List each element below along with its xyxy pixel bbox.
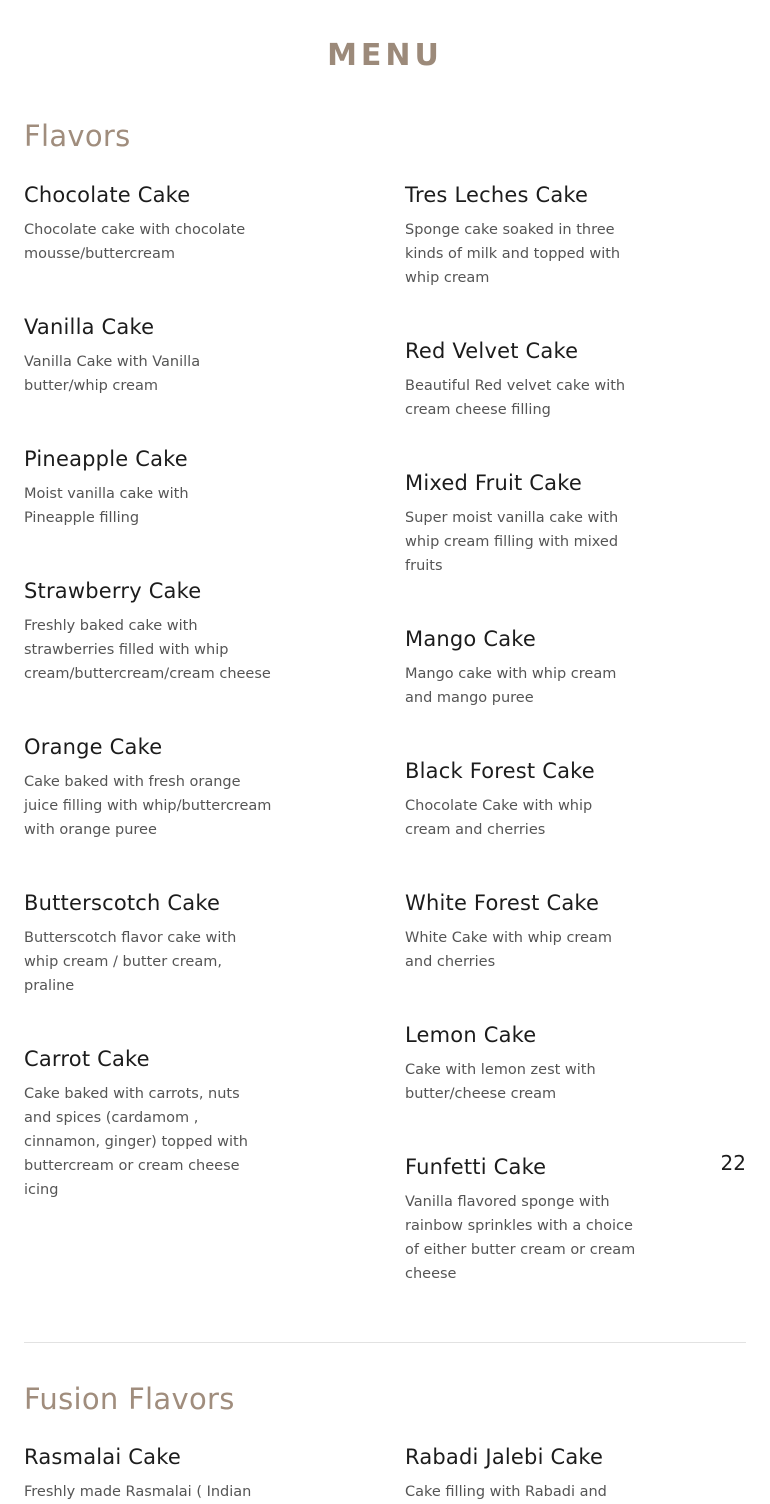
item-name: Orange Cake <box>24 735 163 759</box>
item-description: Butterscotch flavor cake with whip cream / butter cream, praline <box>24 930 237 994</box>
item-name: Chocolate Cake <box>24 183 191 207</box>
item-description: Mango cake with whip cream and mango puree <box>405 666 617 706</box>
menu-item-rasmalai-cake <box>24 1444 274 1504</box>
item-description: Freshly baked cake with strawberries filled with whip cream/buttercream/cream cheese <box>24 618 271 682</box>
item-description: Vanilla Cake with Vanilla butter/whip cream <box>24 354 201 394</box>
menu-item-rabadi-jalebi-cake <box>405 1444 655 1504</box>
item-description: Sponge cake soaked in three kinds of milk and topped with whip cream <box>405 222 621 286</box>
item-description: Chocolate Cake with whip cream and cherries <box>405 798 593 838</box>
menu-item-strawberry-cake <box>24 578 274 686</box>
item-description: Cake with lemon zest with butter/cheese cream <box>405 1062 596 1102</box>
section-divider <box>24 1342 746 1343</box>
item-name: White Forest Cake <box>405 891 600 915</box>
section-title-flavors: Flavors <box>24 119 131 153</box>
item-name: Rabadi Jalebi Cake <box>405 1445 604 1469</box>
item-description: Super moist vanilla cake with whip cream filling with mixed fruits <box>405 510 619 574</box>
section-title-fusion-flavors: Fusion Flavors <box>24 1382 235 1416</box>
menu-item-orange-cake <box>24 734 274 842</box>
menu-item-red-velvet-cake <box>405 338 655 422</box>
item-description: Chocolate cake with chocolate mousse/buttercream <box>24 222 246 262</box>
item-name: Mixed Fruit Cake <box>405 471 582 495</box>
page-number: 22 <box>720 1151 746 1175</box>
menu-item-carrot-cake <box>24 1046 274 1202</box>
item-description: Cake filling with Rabadi and <box>405 1484 607 1500</box>
menu-item-mixed-fruit-cake <box>405 470 655 578</box>
item-name: Pineapple Cake <box>24 447 188 471</box>
item-description: White Cake with whip cream and cherries <box>405 930 613 970</box>
item-description: Cake baked with carrots, nuts and spices (cardamom , cinnamon, ginger) topped with buttercream or cream cheese icing <box>24 1086 248 1198</box>
item-name: Carrot Cake <box>24 1047 150 1071</box>
menu-item-black-forest-cake <box>405 758 655 842</box>
item-name: Vanilla Cake <box>24 315 155 339</box>
item-name: Red Velvet Cake <box>405 339 579 363</box>
menu-item-white-forest-cake <box>405 890 655 974</box>
item-description: Cake baked with fresh orange juice filling with whip/buttercream with orange puree <box>24 774 272 838</box>
item-name: Mango Cake <box>405 627 537 651</box>
menu-item-pineapple-cake <box>24 446 274 530</box>
menu-item-mango-cake <box>405 626 655 710</box>
item-name: Tres Leches Cake <box>405 183 589 207</box>
menu-item-tres-leches-cake <box>405 182 655 290</box>
item-description: Vanilla flavored sponge with rainbow sprinkles with a choice of either butter cream or cream cheese <box>405 1194 636 1282</box>
item-name: Funfetti Cake <box>405 1155 547 1179</box>
menu-item-lemon-cake <box>405 1022 655 1106</box>
menu-item-vanilla-cake <box>24 314 274 398</box>
menu-item-chocolate-cake <box>24 182 274 266</box>
menu-item-butterscotch-cake <box>24 890 274 998</box>
page-title: MENU <box>327 38 443 73</box>
item-name: Rasmalai Cake <box>24 1445 181 1469</box>
item-description: Beautiful Red velvet cake with cream cheese filling <box>405 378 626 418</box>
item-name: Strawberry Cake <box>24 579 202 603</box>
item-name: Butterscotch Cake <box>24 891 221 915</box>
menu-item-funfetti-cake <box>405 1154 655 1286</box>
item-name: Lemon Cake <box>405 1023 537 1047</box>
item-description: Freshly made Rasmalai ( Indian <box>24 1484 252 1500</box>
item-name: Black Forest Cake <box>405 759 595 783</box>
item-description: Moist vanilla cake with Pineapple filling <box>24 486 189 526</box>
